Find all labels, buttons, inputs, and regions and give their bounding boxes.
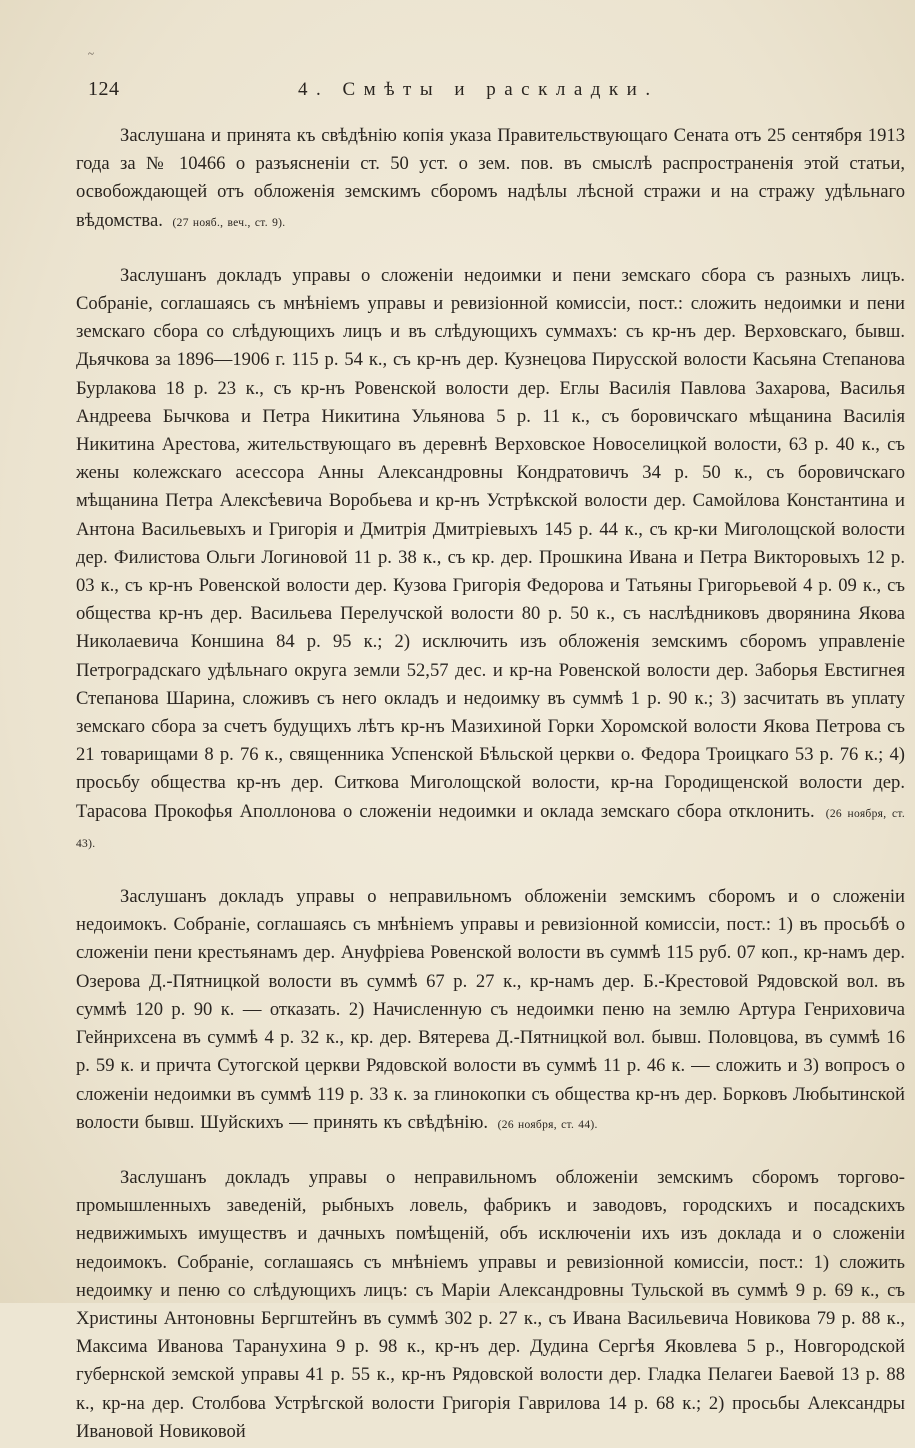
page-number: 124 bbox=[88, 78, 120, 100]
printer-mark-icon: ~ bbox=[88, 48, 94, 60]
paragraph-1-reference: (27 нояб., веч., ст. 9). bbox=[172, 216, 286, 229]
paragraph-1-text: Заслушана и принята къ свѣдѣнію копія указа Правительствующаго Сената отъ 25 сентября 1913 года за № 10466 о разъясненіи ст. 50 уст. о зем. пов. въ смыслѣ распространенія этой статьи, освобождающей отъ обложенія земскимъ сборомъ надѣлы лѣсной стражи и на стражу удѣльнаго вѣдомства. bbox=[76, 125, 905, 231]
paragraph-2-text: Заслушанъ докладъ управы о сложеніи недоимки и пени земскаго сбора съ разныхъ лицъ. Собраніе, соглашаясь съ мнѣніемъ управы и ревизіонной комиссіи, пост.: сложить недоимки и пени земскаго сбора со слѣдующихъ лицъ и въ слѣдующихъ суммахъ: съ кр-нъ дер. Верховскаго, бывш. Дьячкова за 1896—1906 г. 115 р. 54 к., съ кр-нъ дер. Кузнецова Пирусской волости Касьяна Степанова Бурлакова 18 р. 23 к., съ кр-нъ Ровенской волости дер. Еглы Василія Павлова Захарова, Василья Андреева Бычкова и Петра Никитина Ульянова 5 р. 11 к., съ боровичскаго мѣщанина Василія Никитина Арестова, жительствующаго въ деревнѣ Верховское Новоселицкой волости, 63 р. 40 к., съ жены колежскаго асессора Анны Александровны Кондратовичъ 34 р. 50 к., съ боровичскаго мѣщанина Петра Алексѣевича Воробьева и кр-нъ Устрѣкской волости дер. Самойлова Константина и Антона Васильевыхъ и Григорія и Дмитрія Дмитріевыхъ 145 р. 44 к., съ кр-ки Миголощской волости дер. Филистова Ольги Логиновой 11 р. 38 к., съ кр. дер. Прошкина Ивана и Петра Викторовыхъ 12 р. 03 к., съ кр-нъ Ровенской волости дер. Кузова Григорія Федорова и Татьяны Григорьевой 4 р. 09 к., съ общества кр-нъ дер. Васильева Перелучской волости 80 р. 50 к., съ наслѣдниковъ дворянина Якова Николаевича Коншина 84 р. 95 к.; 2) исключить изъ обложенія земскимъ сборомъ управленіе Петроградскаго удѣльнаго округа земли 52,57 дес. и кр-на Ровенской волости дер. Заборья Евстигнея Степанова Шарина, сложивъ съ него окладъ и недоимку въ суммѣ 1 р. 90 к.; 3) засчитать въ уплату земскаго сбора за счетъ будущихъ лѣтъ кр-нъ Мазихиной Горки Хоромской волости Якова Петрова съ 21 товарищами 8 р. 76 к., священника Успенской Бѣльской церкви о. Федора Троицкаго 53 р. 76 к.; 4) просьбу общества кр-нъ дер. Ситкова Миголощской волости, кр-на Городищенской волости дер. Тарасова Прокофья Аполлонова о сложеніи недоимки и оклада земскаго сбора отклонить. bbox=[76, 264, 905, 822]
paragraph-1 bbox=[76, 122, 905, 237]
paragraph-2 bbox=[76, 262, 905, 858]
paragraph-4-text: Заслушанъ докладъ управы о неправильномъ обложеніи земскимъ сборомъ торгово-промышленныхъ заведеній, рыбныхъ ловель, фабрикъ и заводовъ, городскихъ и посадскихъ недвижимыхъ имуществъ и дачныхъ помѣщеній, объ исключеніи ихъ изъ доклада и о сложеніи недоимокъ. Собраніе, соглашаясь съ мнѣніемъ управы и ревизіонной комиссіи, пост.: 1) сложить недоимку и пеню со слѣдующихъ лицъ: съ Маріи Александровны Тульской въ суммѣ 9 р. 69 к., съ Христины Антоновны Бергштейнъ въ суммѣ 302 р. 27 к., съ Ивана Васильевича Новикова 79 р. 88 к., Максима Иванова Таранухина 9 р. 98 к., кр-нъ дер. Дудина Сергѣя Яковлева 5 р., Новгородской губернской земской управы 41 р. 55 к., кр-нъ Рядовской волости дер. Гладка Пелагеи Баевой 13 р. 88 к., кр-на дер. Столбова Устрѣгской волости Григорія Гаврилова 14 р. 68 к.; 2) просьбы Александры Ивановой Новиковой bbox=[76, 1166, 905, 1442]
page-header bbox=[76, 78, 905, 118]
paragraph-3-text: Заслушанъ докладъ управы о неправильномъ обложеніи земскимъ сборомъ и о сложеніи недоимокъ. Собраніе, соглашаясь съ мнѣніемъ управы и ревизіонной комиссіи, пост.: 1) въ просьбѣ о сложеніи пени крестьянамъ дер. Ануфріева Ровенской волости въ суммѣ 115 руб. 07 коп., кр-намъ дер. Озерова Д.-Пятницкой волости въ суммѣ 67 р. 27 к., кр-намъ дер. Б.-Крестовой Рядовской вол. въ суммѣ 120 р. 90 к. — отказать. 2) Начисленную съ недоимки пеню на землю Артура Генриховича Гейнрихсена въ суммѣ 4 р. 32 к., кр. дер. Вятерева Д.-Пятницкой вол. бывш. Половцова, въ суммѣ 16 р. 59 к. и причта Сутогской церкви Рядовской волости въ суммѣ 11 р. 46 к. — сложить и 3) вопросъ о сложеніи недоимки въ суммѣ 119 р. 33 к. за глинокопки съ общества кр-нъ дер. Борковъ Любытинской волости бывш. Шуйскихъ — принять къ свѣдѣнію. bbox=[76, 886, 905, 1133]
paragraph-4 bbox=[76, 1164, 905, 1448]
paragraph-3-reference: (26 ноября, ст. 44). bbox=[497, 1118, 598, 1131]
paragraph-2-reference: (26 ноября, ст. 43). bbox=[76, 807, 905, 850]
paragraph-3 bbox=[76, 883, 905, 1139]
running-title: 4. Смѣты и раскладки. bbox=[298, 79, 659, 100]
